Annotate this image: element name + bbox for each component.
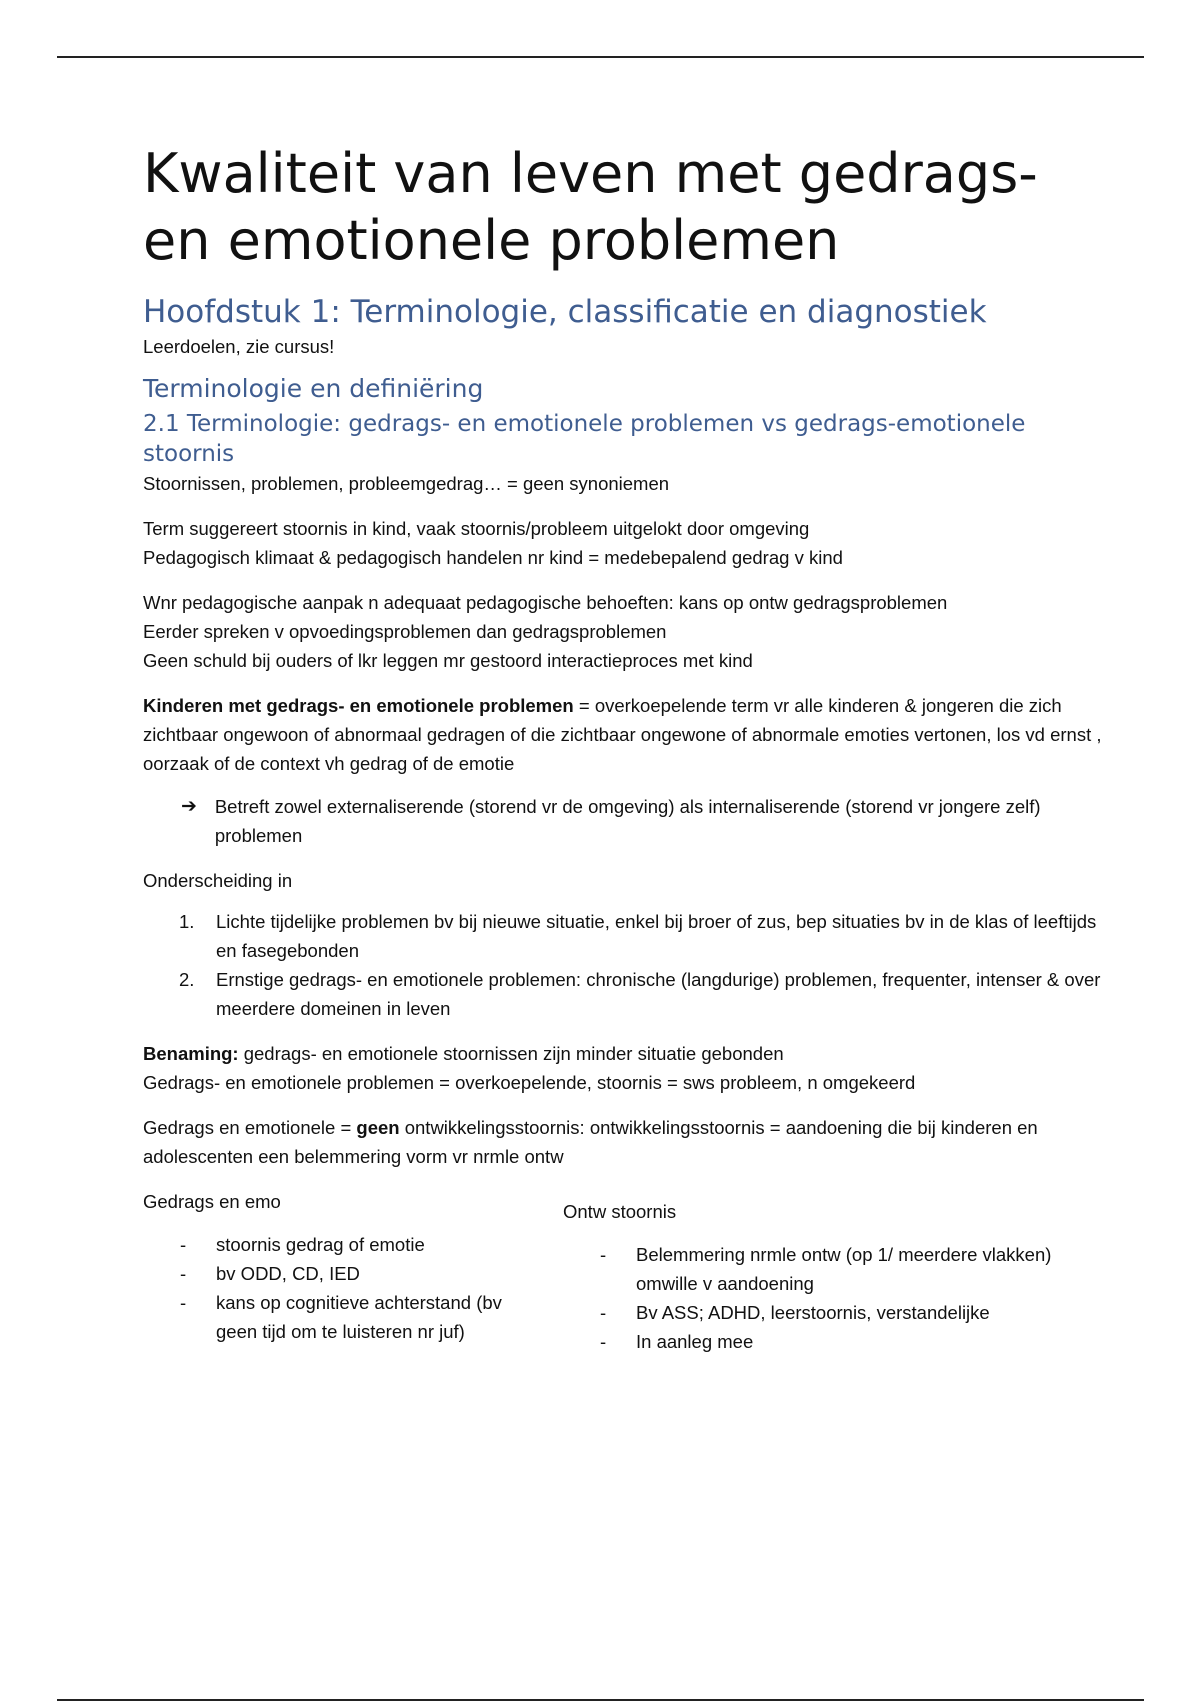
numbered-list-item [179,907,1103,965]
ontwikkeling-post: ontwikkelingsstoornis: ontwikkelingsstoornis = aandoening die bij kinderen en adolescenten een belemmering vorm vr nrmle ontw [143,1117,1038,1167]
list-item [180,1230,533,1259]
numbered-list-item [179,965,1103,1023]
definition-term: Kinderen met gedrags- en emotionele problemen [143,695,574,716]
list-item [600,1327,1083,1356]
definition-text: = overkoepelende term vr alle kinderen & jongeren die zich zichtbaar ongewoon of abnormaal gedragen of die zichtbaar ongewone of abnormale emoties vertonen, los vd ernst , oorzaak of de context vh gedrag of de emotie [143,695,1102,774]
list-item-text: Ernstige gedrags- en emotionele problemen: chronische (langdurige) problemen, frequenter, intenser & over meerdere domeinen in leven [216,969,1101,1019]
leerdoelen-text: Leerdoelen, zie cursus! [143,336,335,357]
list-item-text: Lichte tijdelijke problemen bv bij nieuwe situatie, enkel bij broer of zus, bep situaties bv in de klas of leeftijds en fasegebonden [216,911,1097,961]
term-line-1: Term suggereert stoornis in kind, vaak stoornis/probleem uitgelokt door omgeving [143,518,810,539]
arrow-bullet-item [181,792,1103,850]
list-item-text: Belemmering nrmle ontw (op 1/ meerdere vlakken) omwille v aandoening [636,1244,1052,1294]
wnr-line-1: Wnr pedagogische aanpak n adequaat pedagogische behoeften: kans op ontw gedragsproblemen [143,592,948,613]
document-page [143,140,1103,1357]
left-column [143,1187,533,1346]
dash-bullet: - [600,1331,607,1352]
two-column-comparison [143,1187,1103,1357]
definition-paragraph [143,691,1103,778]
list-item [180,1288,533,1346]
list-item-text: stoornis gedrag of emotie [216,1234,425,1255]
list-number: 2. [179,969,195,990]
list-item [600,1240,1083,1298]
list-item [180,1259,533,1288]
document-title: Kwaliteit van leven met gedrags- en emotionele problemen [143,142,1038,272]
list-item-text: Bv ASS; ADHD, leerstoornis, verstandelijke [636,1302,990,1323]
numbered-list [143,907,1103,1023]
right-column-heading: Ontw stoornis [563,1201,677,1222]
left-dash-list [143,1230,533,1346]
right-dash-list [563,1240,1083,1356]
dash-bullet: - [180,1234,187,1255]
onderscheiding-label: Onderscheiding in [143,870,293,891]
list-item [600,1298,1083,1327]
right-column [563,1197,1083,1356]
dash-bullet: - [600,1302,607,1323]
benaming-line-2: Gedrags- en emotionele problemen = overkoepelende, stoornis = sws probleem, n omgekeerd [143,1072,916,1093]
right-arrow-icon: ➔ [181,795,197,817]
dash-bullet: - [180,1292,187,1313]
list-item-text: In aanleg mee [636,1331,754,1352]
list-item-text: kans op cognitieve achterstand (bv geen tijd om te luisteren nr juf) [216,1292,502,1342]
term-line-2: Pedagogisch klimaat & pedagogisch handelen nr kind = medebepalend gedrag v kind [143,547,843,568]
list-number: 1. [179,911,195,932]
dash-bullet: - [180,1263,187,1284]
subsection-heading: 2.1 Terminologie: gedrags- en emotionele problemen vs gedrags-emotionele stoornis [143,411,1026,467]
wnr-line-3: Geen schuld bij ouders of lkr leggen mr gestoord interactieproces met kind [143,650,753,671]
dash-bullet: - [600,1244,607,1265]
arrow-bullet-text: Betreft zowel externaliserende (storend vr de omgeving) als internaliserende (storend vr jongere zelf) problemen [214,796,1041,846]
benaming-text: gedrags- en emotionele stoornissen zijn minder situatie gebonden [238,1043,784,1064]
ontwikkeling-pre: Gedrags en emotionele = [143,1117,357,1138]
ontwikkeling-paragraph [143,1113,1103,1171]
synoniemen-paragraph: Stoornissen, problemen, probleemgedrag… = geen synoniemen [143,473,670,494]
benaming-line-1 [143,1039,1103,1068]
geen-emphasis: geen [356,1117,400,1138]
benaming-term: Benaming: [143,1043,239,1064]
list-item-text: bv ODD, CD, IED [216,1263,360,1284]
chapter-heading: Hoofdstuk 1: Terminologie, classificatie en diagnostiek [143,294,987,330]
wnr-line-2: Eerder spreken v opvoedingsproblemen dan gedragsproblemen [143,621,667,642]
section-heading: Terminologie en definiëring [143,374,484,403]
left-column-heading: Gedrags en emo [143,1191,281,1212]
top-rule [57,56,1144,58]
